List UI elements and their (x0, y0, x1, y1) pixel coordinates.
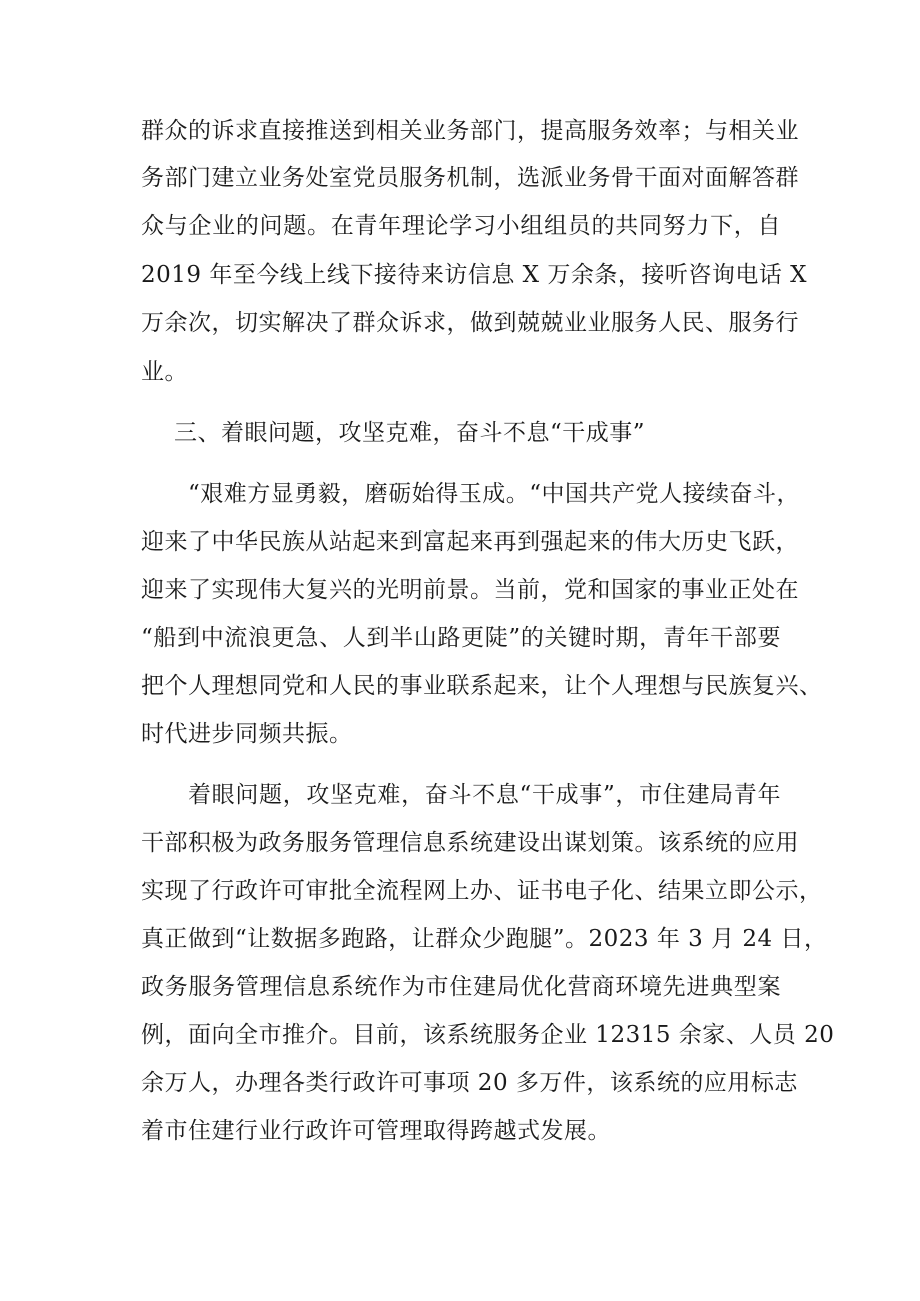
paragraph-3-line-8: 着市住建行业行政许可管理取得跨越式发展。 (141, 1118, 611, 1144)
paragraph-2-line-5: 把个人理想同党和人民的事业联系起来，让个人理想与民族复兴、 (141, 673, 823, 699)
section-heading: 三、着眼问题，攻坚克难，奋斗不息“干成事” (174, 420, 646, 446)
paragraph-2-line-3: 迎来了实现伟大复兴的光明前景。当前，党和国家的事业正处在 (141, 577, 799, 603)
paragraph-1-line-5: 万余次，切实解决了群众诉求，做到兢兢业业服务人民、服务行 (141, 310, 799, 336)
paragraph-3-line-4: 真正做到“让数据多跑路，让群众少跑腿”。2023 年 3 月 24 日， (141, 926, 828, 952)
paragraph-2-line-2: 迎来了中华民族从站起来到富起来再到强起来的伟大历史飞跃， (141, 529, 799, 555)
paragraph-2-line-4: “船到中流浪更急、人到半山路更陡”的关键时期，青年干部要 (141, 625, 781, 651)
paragraph-1-line-6: 业。 (141, 359, 188, 385)
paragraph-3-line-2: 干部积极为政务服务管理信息系统建设出谋划策。该系统的应用 (141, 830, 799, 856)
paragraph-3-line-7: 余万人，办理各类行政许可事项 20 多万件，该系统的应用标志 (141, 1070, 798, 1096)
paragraph-3-line-5: 政务服务管理信息系统作为市住建局优化营商环境先进典型案 (141, 974, 781, 1000)
paragraph-1-line-4: 2019 年至今线上线下接待来访信息 X 万余条，接听咨询电话 X (141, 262, 808, 288)
paragraph-1-line-1: 群众的诉求直接推送到相关业务部门，提高服务效率；与相关业 (141, 118, 799, 144)
paragraph-1-line-2: 务部门建立业务处室党员服务机制，选派业务骨干面对面解答群 (141, 165, 799, 191)
paragraph-3-line-3: 实现了行政许可审批全流程网上办、证书电子化、结果立即公示， (141, 878, 823, 904)
paragraph-1-line-3: 众与企业的问题。在青年理论学习小组组员的共同努力下，自 (141, 213, 781, 239)
paragraph-2-line-1: “艰难方显勇毅，磨砺始得玉成。“中国共产党人接续奋斗， (188, 481, 801, 507)
paragraph-3-line-1: 着眼问题，攻坚克难，奋斗不息“干成事”，市住建局青年 (188, 782, 781, 808)
paragraph-2-line-6: 时代进步同频共振。 (141, 721, 353, 747)
paragraph-3-line-6: 例，面向全市推介。目前，该系统服务企业 12315 余家、人员 20 (141, 1022, 835, 1048)
